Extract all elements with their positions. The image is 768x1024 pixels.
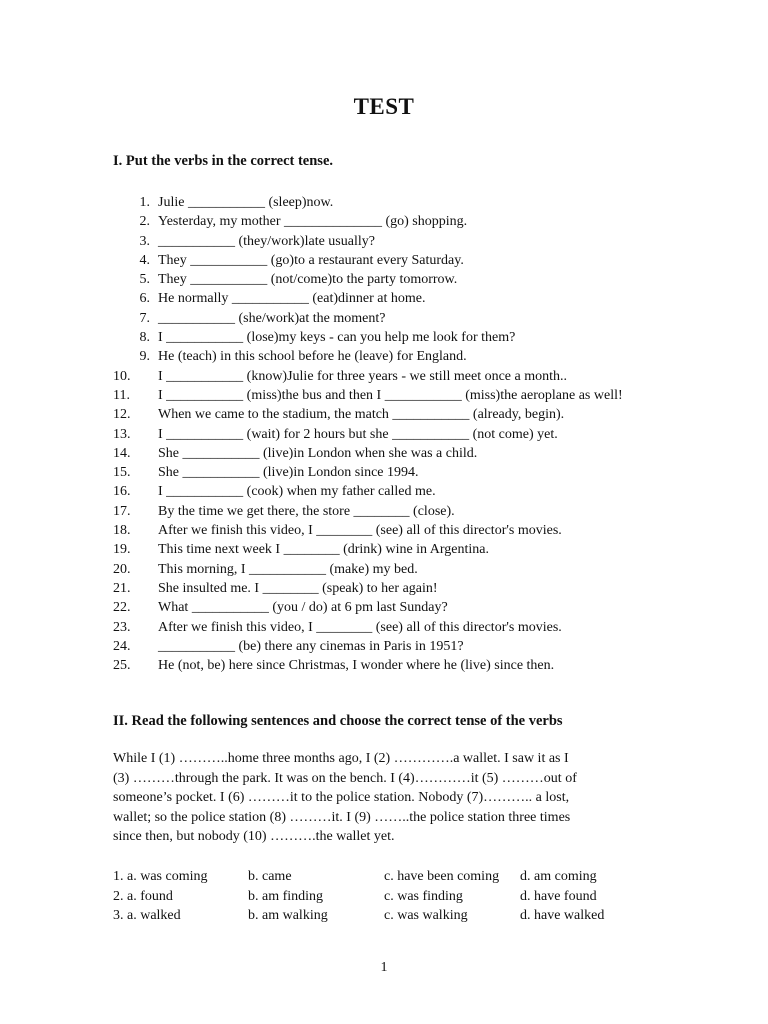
exercise-item bbox=[113, 212, 653, 231]
exercise-item bbox=[113, 251, 653, 270]
exercise-item bbox=[113, 540, 653, 559]
passage-line: since then, but nobody (10) ……….the wallet yet. bbox=[113, 829, 395, 844]
item-number: 17. bbox=[113, 503, 131, 519]
item-text: After we finish this video, I ________ (see) all of this director's movies. bbox=[158, 619, 562, 635]
item-number: 8. bbox=[139, 330, 150, 346]
item-text: ___________ (be) there any cinemas in Paris in 1951? bbox=[158, 638, 464, 654]
item-text: What ___________ (you / do) at 6 pm last Sunday? bbox=[158, 600, 448, 616]
exercise-item bbox=[113, 405, 653, 424]
exercise-item bbox=[113, 328, 653, 347]
option-choice: 2. a. found bbox=[113, 888, 173, 904]
item-text: After we finish this video, I ________ (see) all of this director's movies. bbox=[158, 523, 562, 539]
option-row bbox=[113, 906, 673, 926]
option-choice: c. was finding bbox=[384, 888, 463, 904]
item-number: 11. bbox=[113, 387, 130, 403]
option-choice: c. was walking bbox=[384, 908, 468, 923]
item-number: 6. bbox=[139, 291, 150, 307]
exercise-item bbox=[113, 270, 653, 289]
exercise-item bbox=[113, 289, 653, 308]
option-choice: b. came bbox=[248, 869, 292, 884]
item-number: 24. bbox=[113, 638, 131, 654]
item-number: 16. bbox=[113, 484, 131, 500]
item-text: By the time we get there, the store ________ (close). bbox=[158, 503, 455, 519]
item-text: He (teach) in this school before he (leave) for England. bbox=[158, 349, 467, 365]
exercise-item bbox=[113, 425, 653, 444]
option-choice: d. have found bbox=[520, 888, 597, 904]
passage-line: someone’s pocket. I (6) ………it to the police station. Nobody (7)……….. a lost, bbox=[113, 790, 570, 805]
exercise-item bbox=[113, 502, 653, 521]
item-text: I ___________ (wait) for 2 hours but she ___________ (not come) yet. bbox=[158, 426, 558, 442]
item-number: 14. bbox=[113, 445, 131, 461]
item-text: ___________ (they/work)late usually? bbox=[158, 233, 375, 249]
passage-line: (3) ………through the park. It was on the bench. I (4)…………it (5) ………out of bbox=[113, 770, 577, 786]
exercise-item bbox=[113, 618, 653, 637]
item-number: 13. bbox=[113, 426, 131, 442]
item-text: She insulted me. I ________ (speak) to her again! bbox=[158, 580, 438, 596]
item-number: 21. bbox=[113, 580, 131, 596]
exercise-item bbox=[113, 444, 653, 463]
item-number: 7. bbox=[139, 310, 150, 326]
exercise-item bbox=[113, 656, 653, 675]
item-text: ___________ (she/work)at the moment? bbox=[158, 310, 386, 326]
item-text: They ___________ (go)to a restaurant every Saturday. bbox=[158, 252, 464, 268]
item-text: I ___________ (lose)my keys - can you help me look for them? bbox=[158, 330, 516, 346]
option-row bbox=[113, 887, 673, 907]
exercise-item bbox=[113, 309, 653, 328]
item-text: She ___________ (live)in London when she was a child. bbox=[158, 445, 478, 461]
item-number: 4. bbox=[139, 252, 150, 268]
item-number: 15. bbox=[113, 465, 131, 481]
item-number: 9. bbox=[139, 349, 150, 365]
option-choice: d. am coming bbox=[520, 869, 597, 884]
option-row bbox=[113, 867, 673, 887]
exercise-item bbox=[113, 637, 653, 656]
item-text: I ___________ (cook) when my father called me. bbox=[158, 484, 436, 500]
item-number: 1. bbox=[139, 195, 150, 210]
item-text: Yesterday, my mother ______________ (go) shopping. bbox=[158, 214, 468, 230]
option-choice: c. have been coming bbox=[384, 869, 500, 884]
option-choice: 3. a. walked bbox=[113, 908, 181, 923]
item-number: 3. bbox=[139, 233, 150, 249]
exercise-item bbox=[113, 232, 653, 251]
item-number: 18. bbox=[113, 523, 131, 539]
exercise-list bbox=[113, 193, 653, 675]
item-number: 2. bbox=[139, 214, 150, 230]
option-choice: 1. a. was coming bbox=[113, 869, 208, 884]
exercise-item bbox=[113, 193, 653, 212]
exercise-item bbox=[113, 463, 653, 482]
passage-line: wallet; so the police station (8) ………it. I (9) ……..the police station three times bbox=[113, 809, 571, 825]
page-title: TEST bbox=[353, 94, 415, 119]
exercise-item bbox=[113, 579, 653, 598]
item-number: 20. bbox=[113, 561, 131, 577]
option-choice: d. have walked bbox=[520, 908, 605, 923]
page-number: 1 bbox=[380, 960, 388, 975]
exercise-item bbox=[113, 560, 653, 579]
item-number: 22. bbox=[113, 600, 131, 616]
option-choice: b. am finding bbox=[248, 888, 324, 904]
item-number: 12. bbox=[113, 407, 131, 423]
option-choice: b. am walking bbox=[248, 908, 328, 923]
item-text: They ___________ (not/come)to the party tomorrow. bbox=[158, 272, 458, 288]
exercise-item bbox=[113, 367, 653, 386]
item-text: He normally ___________ (eat)dinner at home. bbox=[158, 291, 426, 307]
item-text: This time next week I ________ (drink) wine in Argentina. bbox=[158, 542, 490, 558]
section-2-heading: II. Read the following sentences and choose the correct tense of the verbs bbox=[113, 713, 563, 729]
item-number: 19. bbox=[113, 542, 131, 558]
exercise-item bbox=[113, 482, 653, 501]
reading-passage bbox=[113, 749, 658, 847]
passage-line: While I (1) ………..home three months ago, I (2) ………….a wallet. I saw it as I bbox=[113, 751, 569, 766]
item-number: 5. bbox=[139, 272, 150, 288]
item-number: 23. bbox=[113, 619, 131, 635]
exercise-item bbox=[113, 386, 653, 405]
item-text: I ___________ (miss)the bus and then I ___________ (miss)the aeroplane as well! bbox=[158, 387, 623, 403]
item-text: Julie ___________ (sleep)now. bbox=[158, 195, 334, 210]
exercise-item bbox=[113, 347, 653, 366]
answer-options bbox=[113, 867, 673, 926]
section-1-heading: I. Put the verbs in the correct tense. bbox=[113, 153, 333, 169]
item-text: This morning, I ___________ (make) my bed. bbox=[158, 561, 418, 577]
exercise-item bbox=[113, 598, 653, 617]
item-text: When we came to the stadium, the match ___________ (already, begin). bbox=[158, 407, 565, 423]
item-number: 25. bbox=[113, 658, 131, 674]
exercise-item bbox=[113, 521, 653, 540]
item-text: She ___________ (live)in London since 1994. bbox=[158, 465, 419, 481]
item-text: I ___________ (know)Julie for three years - we still meet once a month.. bbox=[158, 368, 568, 384]
item-text: He (not, be) here since Christmas, I wonder where he (live) since then. bbox=[158, 658, 555, 674]
item-number: 10. bbox=[113, 368, 131, 384]
